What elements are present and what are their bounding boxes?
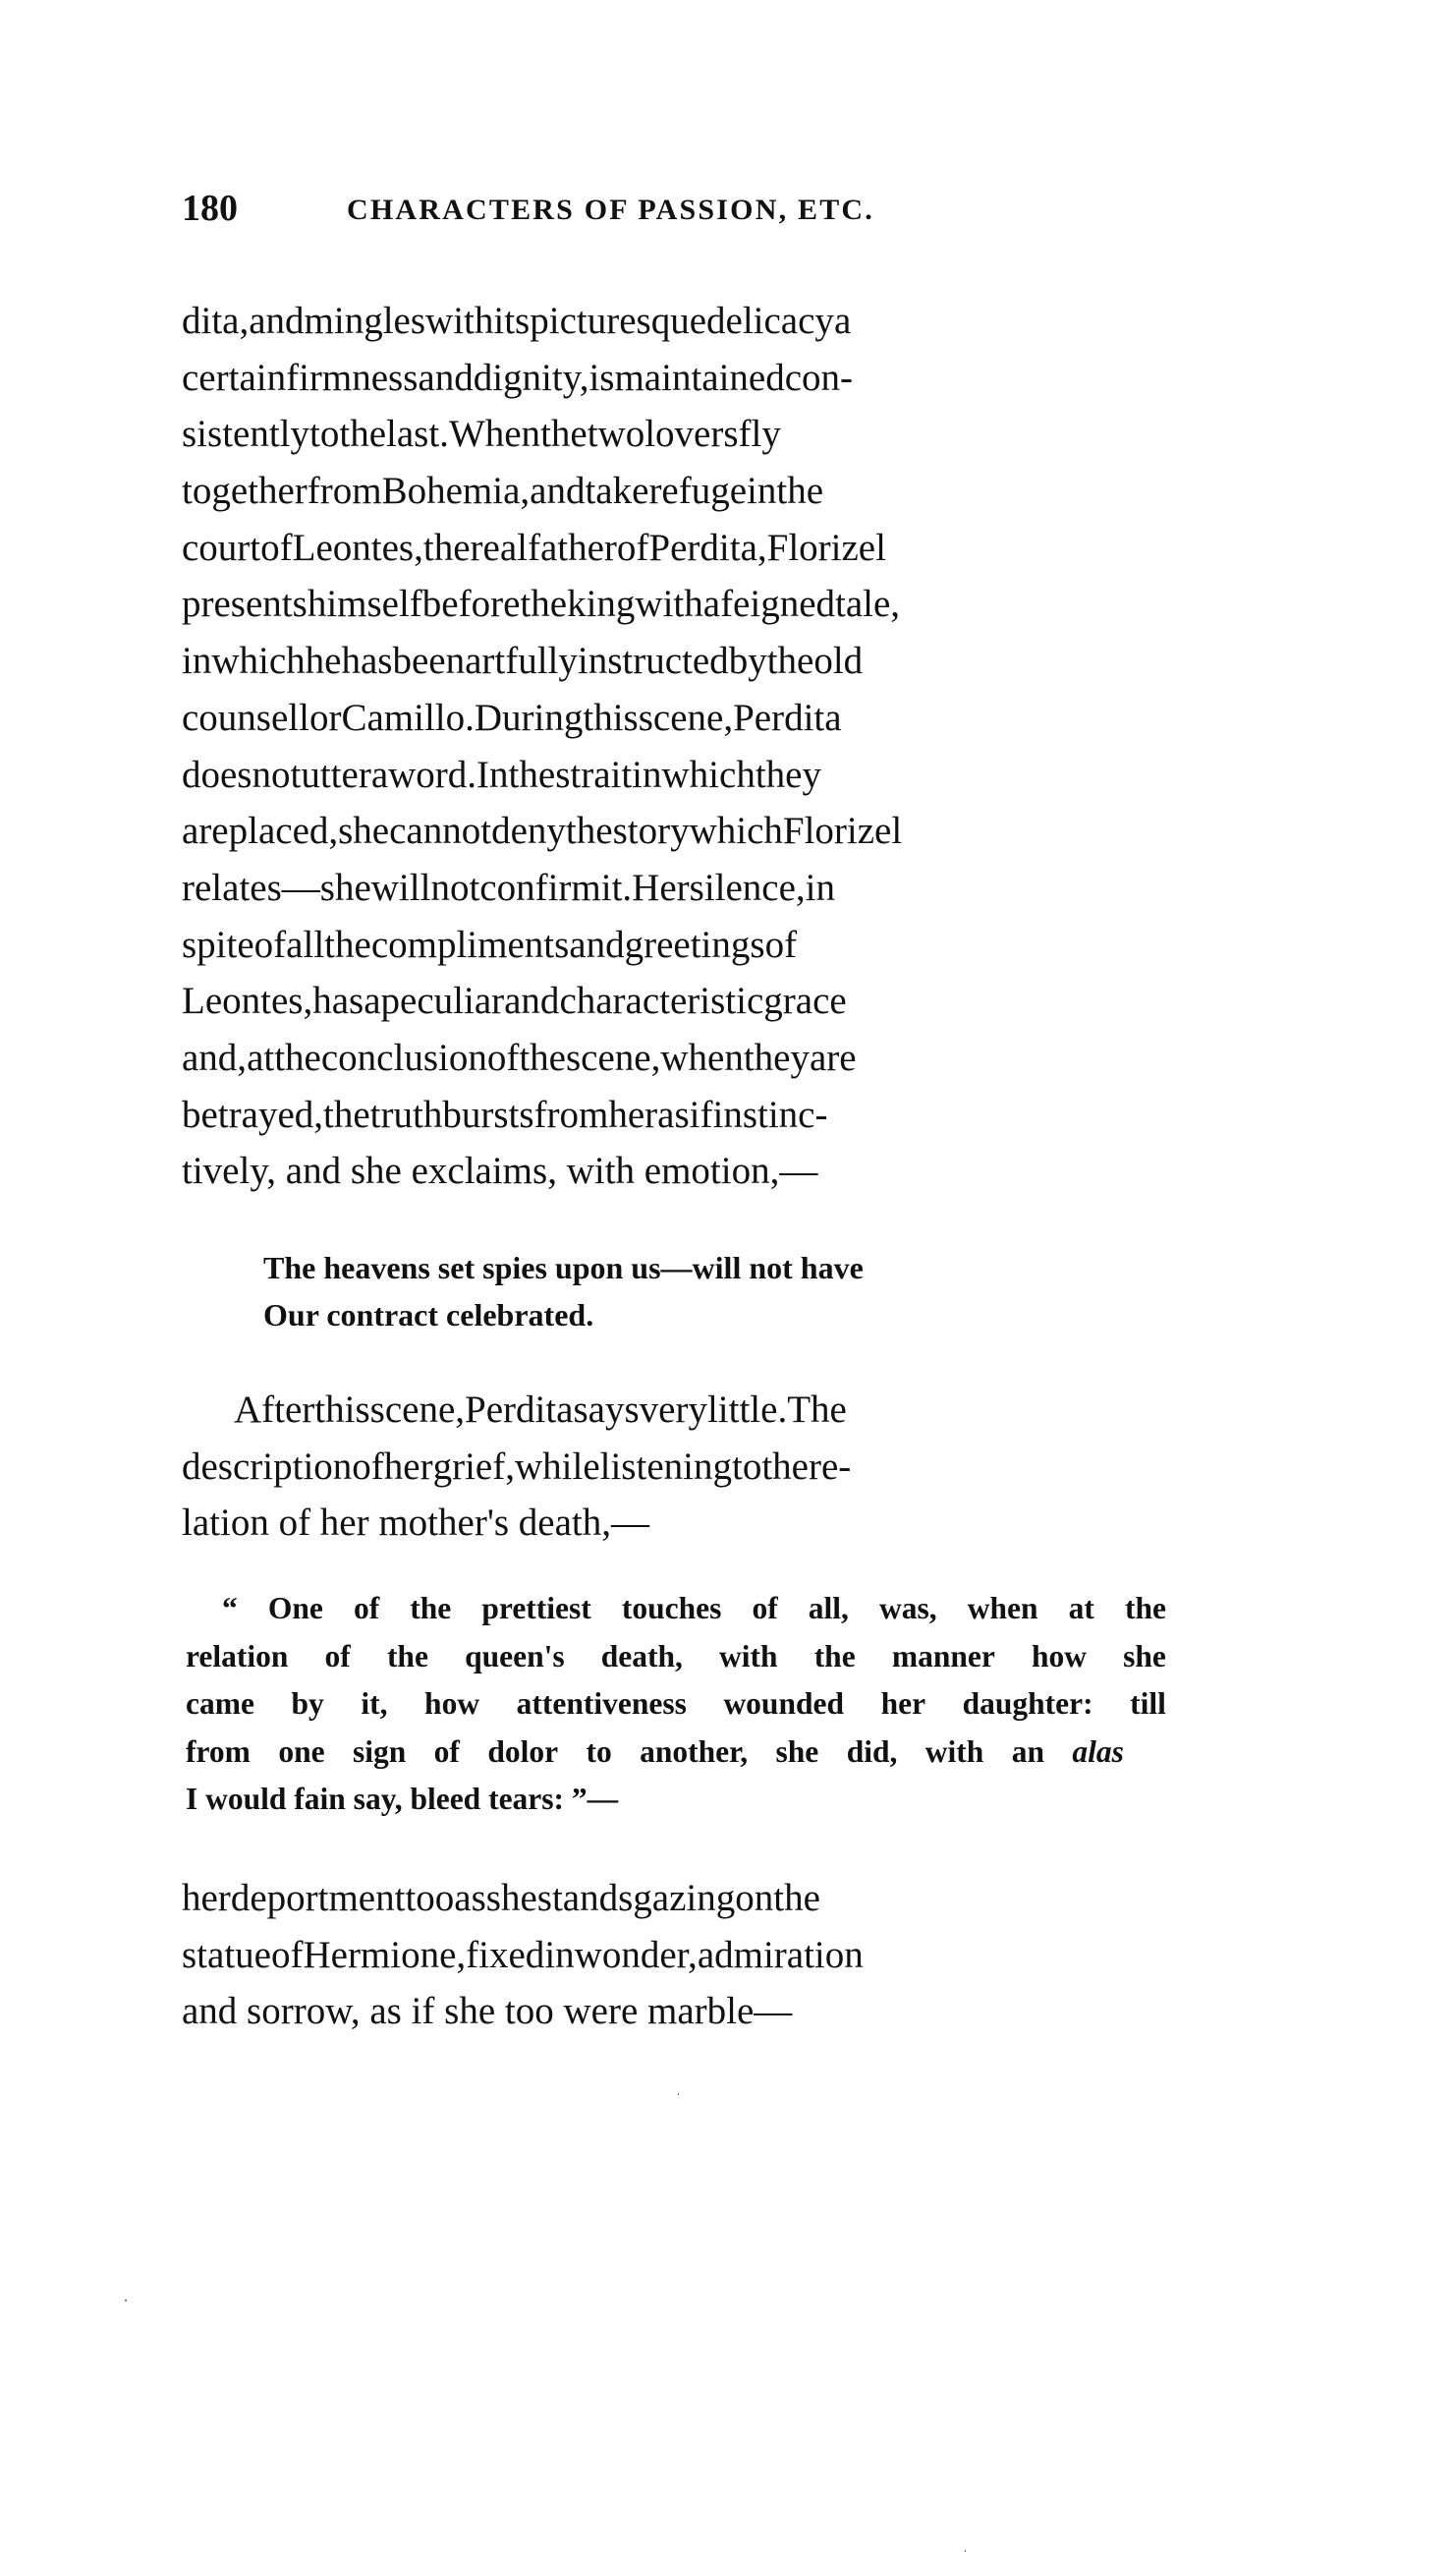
text-line: inwhichhehasbeenartfullyinstructedbytheold (182, 640, 864, 683)
quote-line: “ One of the prettiest touches of all, was, when at the (222, 1591, 1166, 1625)
text-line: and sorrow, as if she too were marble— (182, 1990, 793, 2033)
paragraph-after-scene (182, 1382, 1174, 1552)
quote-line: I would fain say, bleed tears: ”— (186, 1782, 619, 1816)
text-line: areplaced,shecannotdenythestorywhichFlorizel (182, 810, 903, 853)
italic-word: alas (1072, 1733, 1124, 1769)
text-line: counsellorCamillo.Duringthisscene,Perdita (182, 696, 842, 739)
running-title: CHARACTERS OF PASSION, ETC. (347, 194, 874, 226)
verse-quotation (263, 1244, 864, 1338)
text-line: herdeportmenttooasshestandsgazingonthe (182, 1877, 820, 1919)
text-line: presentshimselfbeforethekingwithafeignedtale, (182, 583, 901, 626)
text-line: Leontes,hasapeculiarandcharacteristicgrace (182, 980, 847, 1023)
paragraph-continuation (182, 293, 1174, 1200)
scan-speck (678, 2093, 679, 2095)
text-line: tively, and she exclaims, with emotion,— (182, 1150, 818, 1193)
scan-speck (125, 2299, 127, 2301)
quote-line: from one sign of dolor to another, she did, with an alas (186, 1729, 1124, 1777)
verse-line: The heavens set spies upon us—will not have (263, 1250, 864, 1285)
quote-line: came by it, how attentiveness wounded her daughter: till (186, 1686, 1166, 1721)
text-line: statueofHermione,fixedinwonder,admiration (182, 1933, 864, 1976)
paragraph-final (182, 1870, 1174, 2040)
text-line: Afterthisscene,Perditasaysverylittle.The (234, 1389, 847, 1431)
verse-line: Our contract celebrated. (263, 1297, 594, 1333)
text-line: courtofLeontes,therealfatherofPerdita,Florizel (182, 526, 886, 569)
quote-line: relation of the queen's death, with the manner how she (186, 1638, 1166, 1673)
text-line: relates—shewillnotconfirmit.Hersilence,in (182, 866, 836, 909)
text-line: descriptionofhergrief,whilelisteningtothere- (182, 1445, 852, 1488)
prose-quotation (186, 1585, 1166, 1824)
text-line: certainfirmnessanddignity,ismaintainedcon- (182, 356, 854, 399)
text-line: togetherfromBohemia,andtakerefugeinthe (182, 470, 824, 513)
text-line: dita,andmingleswithitspicturesquedelicacya (182, 300, 852, 342)
text-line: lation of her mother's death,— (182, 1502, 649, 1545)
text-line: spiteofallthecomplimentsandgreetingsof (182, 923, 798, 966)
text-line: and,attheconclusionofthescene,whentheyare (182, 1036, 857, 1079)
text-line: sistentlytothelast.Whenthetwoloversfly (182, 413, 781, 456)
page-number: 180 (182, 188, 238, 229)
text-line: betrayed,thetruthburstsfromherasifinstinc- (182, 1093, 828, 1136)
running-head (182, 187, 1174, 230)
text-line: doesnotutteraword.Inthestraitinwhichthey (182, 753, 821, 796)
